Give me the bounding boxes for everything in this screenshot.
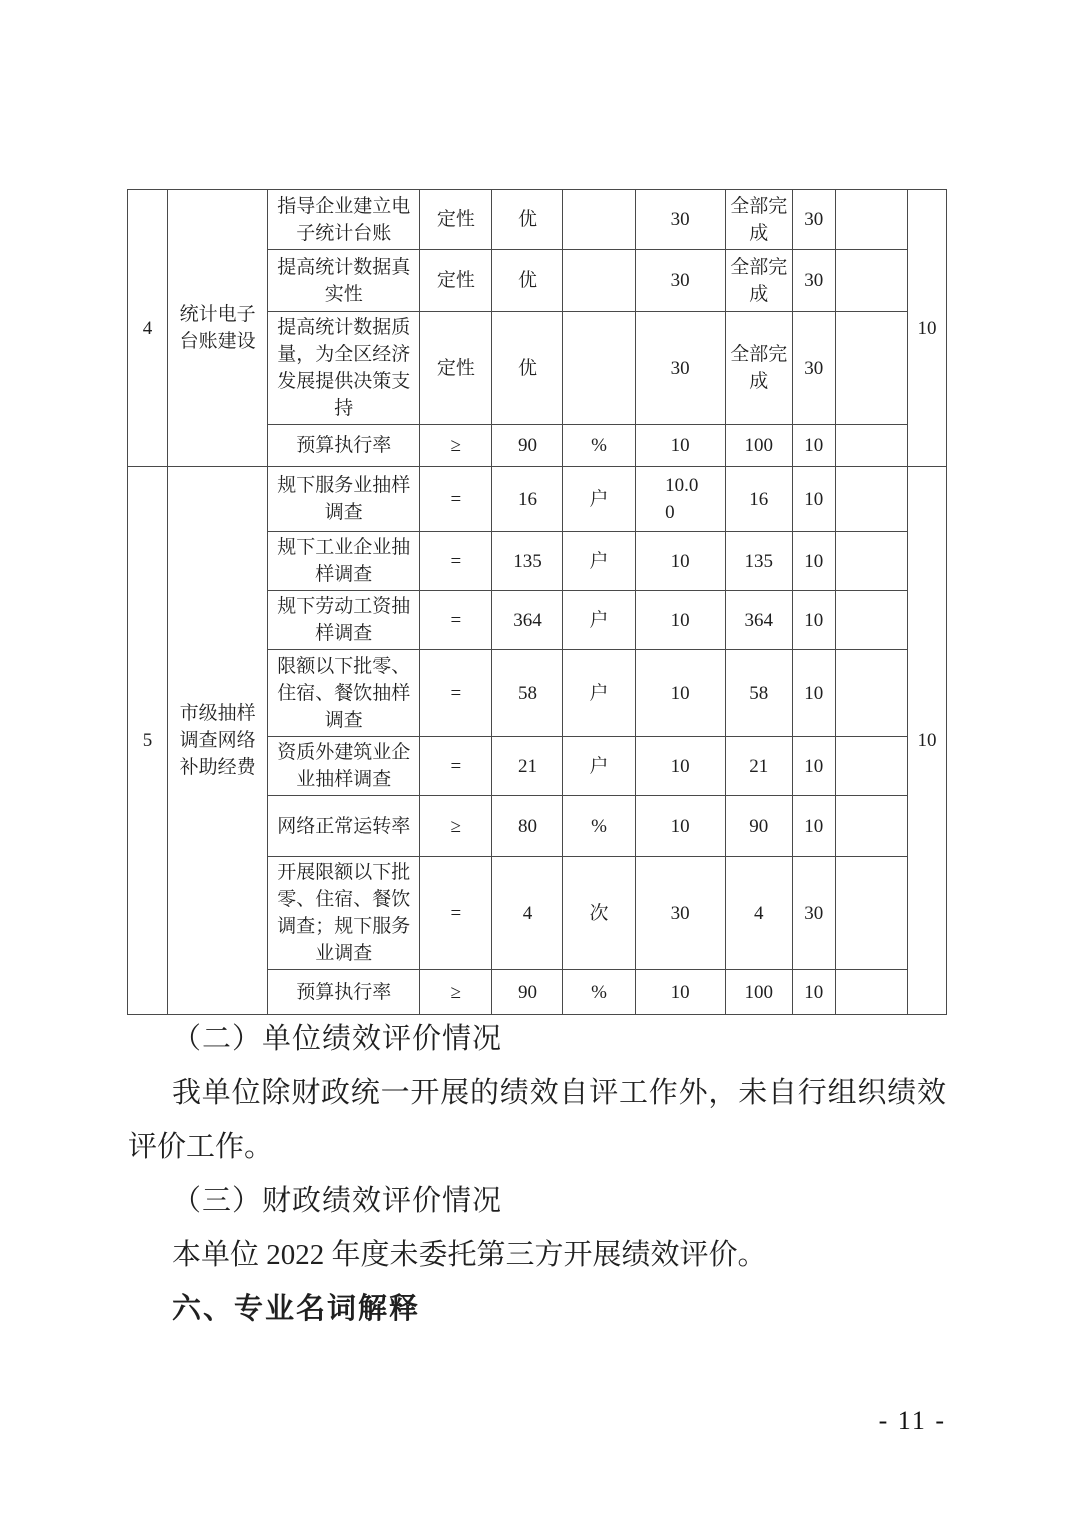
cell-seq: 4 [128,190,168,467]
cell-weight: 10 [635,591,725,650]
paragraph-unit-evaluation: 我单位除财政统一开展的绩效自评工作外，未自行组织绩效评价工作。 [128,1077,946,1163]
cell-actual: 100 [725,425,792,467]
cell-actual: 58 [725,650,792,737]
cell-note [835,250,907,312]
table-row [128,190,947,250]
cell-target: 优 [492,190,563,250]
chapter-heading-terminology: 六、专业名词解释 [172,1293,421,1325]
cell-op: ≥ [420,425,492,467]
cell-unit: 户 [563,532,635,591]
cell-actual: 全部完成 [725,250,792,312]
cell-indicator: 提高统计数据质量，为全区经济发展提供决策支持 [268,312,420,425]
cell-actual: 90 [725,796,792,857]
cell-op: = [420,737,492,796]
cell-project: 市级抽样调查网络补助经费 [168,467,268,1015]
cell-project: 统计电子台账建设 [168,190,268,467]
cell-score: 30 [792,190,835,250]
cell-seq: 5 [128,467,168,1015]
cell-unit: 户 [563,737,635,796]
cell-unit: 户 [563,650,635,737]
performance-table [127,189,947,1015]
cell-score: 10 [792,650,835,737]
cell-indicator: 规下劳动工资抽样调查 [268,591,420,650]
cell-group-score: 10 [907,467,946,1015]
paragraph-fiscal-evaluation: 本单位 2022 年度未委托第三方开展绩效评价。 [172,1239,767,1271]
section-heading-unit-evaluation: （二）单位绩效评价情况 [172,1023,503,1055]
cell-weight: 30 [635,312,725,425]
cell-target: 4 [492,857,563,970]
cell-score: 10 [792,425,835,467]
cell-weight: 10 [635,650,725,737]
cell-target: 364 [492,591,563,650]
cell-actual: 135 [725,532,792,591]
cell-op: = [420,467,492,532]
cell-note [835,650,907,737]
cell-note [835,857,907,970]
cell-target: 58 [492,650,563,737]
cell-score: 30 [792,312,835,425]
cell-unit: % [563,425,635,467]
cell-op: = [420,532,492,591]
cell-op: 定性 [420,190,492,250]
cell-target: 优 [492,312,563,425]
cell-target: 优 [492,250,563,312]
cell-group-score: 10 [907,190,946,467]
cell-indicator: 提高统计数据真实性 [268,250,420,312]
cell-actual: 364 [725,591,792,650]
cell-target: 90 [492,970,563,1015]
cell-op: ≥ [420,796,492,857]
cell-target: 21 [492,737,563,796]
cell-weight: 30 [635,857,725,970]
cell-target: 135 [492,532,563,591]
cell-unit: 户 [563,591,635,650]
cell-op: 定性 [420,250,492,312]
cell-unit: % [563,796,635,857]
body-text-block [128,1012,946,1336]
cell-weight: 30 [635,190,725,250]
cell-indicator: 指导企业建立电子统计台账 [268,190,420,250]
cell-op: = [420,857,492,970]
cell-actual: 16 [725,467,792,532]
cell-actual: 全部完成 [725,190,792,250]
cell-score: 10 [792,532,835,591]
cell-note [835,796,907,857]
cell-score: 30 [792,857,835,970]
cell-weight: 10 [635,532,725,591]
cell-score: 30 [792,250,835,312]
cell-target: 16 [492,467,563,532]
cell-note [835,312,907,425]
cell-weight: 10 [635,425,725,467]
cell-op: = [420,591,492,650]
cell-indicator: 网络正常运转率 [268,796,420,857]
cell-actual: 100 [725,970,792,1015]
cell-weight [635,467,725,532]
cell-unit [563,250,635,312]
cell-actual: 全部完成 [725,312,792,425]
cell-actual: 4 [725,857,792,970]
page-number: - 11 - [878,1406,946,1435]
cell-unit [563,312,635,425]
cell-indicator: 预算执行率 [268,425,420,467]
cell-weight: 30 [635,250,725,312]
cell-score: 10 [792,591,835,650]
cell-target: 90 [492,425,563,467]
cell-indicator: 限额以下批零、住宿、餐饮抽样调查 [268,650,420,737]
cell-actual: 21 [725,737,792,796]
cell-indicator: 规下服务业抽样调查 [268,467,420,532]
cell-note [835,532,907,591]
cell-score: 10 [792,970,835,1015]
cell-weight-value: 10.00 [665,475,699,523]
cell-op: ≥ [420,970,492,1015]
cell-indicator: 规下工业企业抽样调查 [268,532,420,591]
cell-op: 定性 [420,312,492,425]
cell-unit: 次 [563,857,635,970]
cell-target: 80 [492,796,563,857]
cell-note [835,190,907,250]
section-heading-fiscal-evaluation: （三）财政绩效评价情况 [172,1185,503,1217]
table-row [128,467,947,532]
cell-weight: 10 [635,970,725,1015]
cell-indicator: 预算执行率 [268,970,420,1015]
cell-indicator: 资质外建筑业企业抽样调查 [268,737,420,796]
cell-note [835,425,907,467]
cell-note [835,970,907,1015]
cell-score: 10 [792,737,835,796]
cell-score: 10 [792,796,835,857]
cell-score: 10 [792,467,835,532]
cell-unit [563,190,635,250]
cell-unit: % [563,970,635,1015]
cell-note [835,591,907,650]
cell-note [835,737,907,796]
cell-unit: 户 [563,467,635,532]
cell-indicator: 开展限额以下批零、住宿、餐饮调查；规下服务业调查 [268,857,420,970]
cell-weight: 10 [635,737,725,796]
cell-weight: 10 [635,796,725,857]
cell-note [835,467,907,532]
cell-op: = [420,650,492,737]
